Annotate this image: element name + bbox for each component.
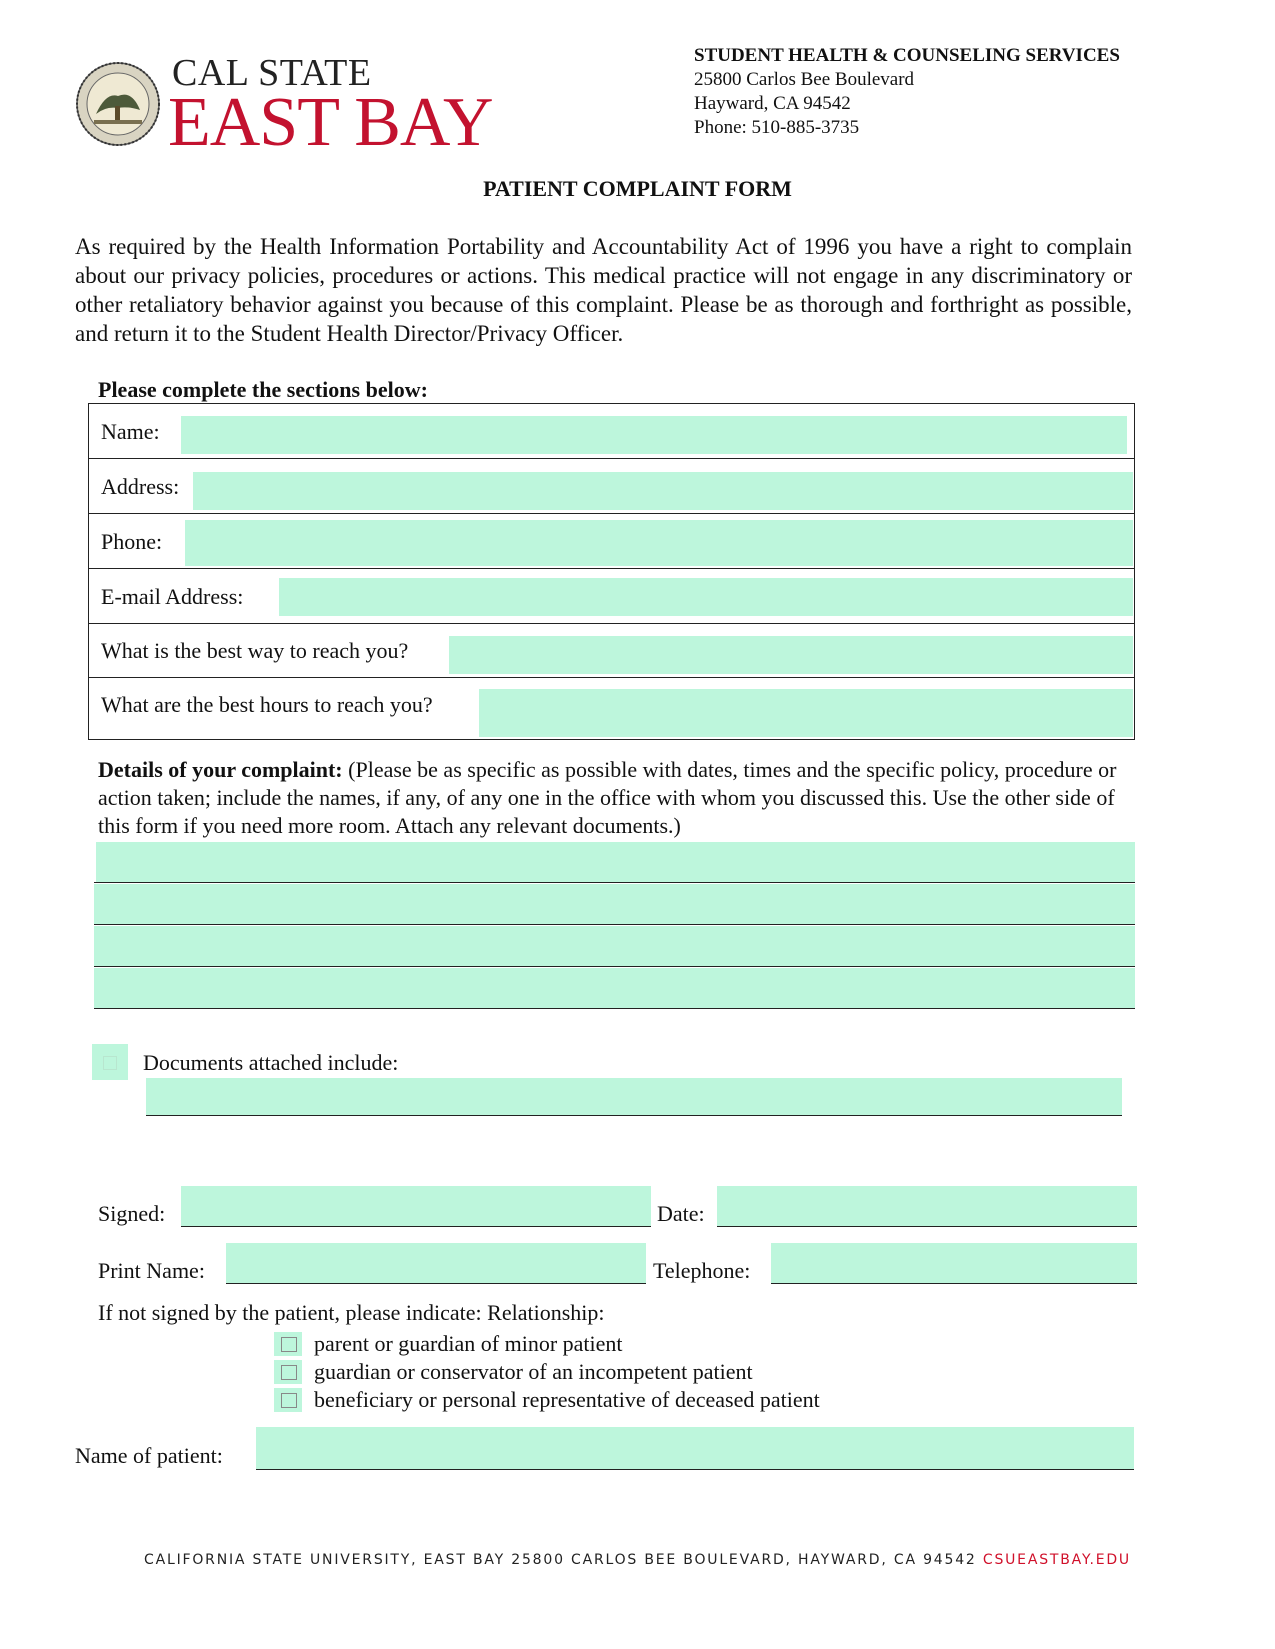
telephone-field[interactable] [771,1243,1137,1283]
footer-address: CALIFORNIA STATE UNIVERSITY, EAST BAY 25800 CARLOS BEE BOULEVARD, HAYWARD, CA 94542 [144,1552,983,1568]
contact-info-table [88,403,1135,740]
documents-attached-label: Documents attached include: [143,1050,399,1075]
date-field[interactable] [717,1186,1137,1226]
row-divider [89,677,1134,678]
row-divider [89,458,1134,459]
complaint-line-4[interactable] [94,968,1135,1008]
print-name-underline [226,1283,646,1284]
documents-field[interactable] [146,1078,1122,1115]
street-address: 25800 Carlos Bee Boulevard [694,69,915,90]
row-divider [89,623,1134,624]
name-field[interactable] [181,416,1127,454]
telephone-underline [771,1283,1137,1284]
checkbox-square-icon [281,1337,297,1352]
complaint-line-3[interactable] [94,926,1135,966]
name-label: Name: [101,419,160,444]
guardian-checkbox[interactable] [274,1360,302,1384]
best-way-label: What is the best way to reach you? [101,638,409,663]
telephone-label: Telephone: [653,1258,751,1283]
details-text: (Please be as specific as possible with dates, times and the specific policy, procedure or action taken; include the names, if any, of any one in the office with whom you discussed this. Use the other side of this form if you need more room. Attach any relevant documents.) [98,757,1117,838]
org-name: STUDENT HEALTH & COUNSELING SERVICES [694,45,1120,66]
complaint-underline [94,966,1135,967]
print-name-label: Print Name: [98,1258,205,1283]
complaint-underline [94,1008,1135,1009]
patient-name-underline [256,1469,1134,1470]
phone-field[interactable] [185,520,1133,566]
university-seal-logo [76,62,160,146]
email-label: E-mail Address: [101,584,244,609]
date-label: Date: [657,1201,705,1226]
address-field[interactable] [193,472,1133,510]
beneficiary-checkbox[interactable] [274,1388,302,1412]
checkbox-square-icon [103,1056,117,1070]
page-title: PATIENT COMPLAINT FORM [483,176,792,201]
logo-east-bay: EAST BAY [168,84,493,161]
address-label: Address: [101,474,180,499]
footer [0,1552,1275,1568]
complaint-line-1[interactable] [96,842,1135,882]
best-way-field[interactable] [449,636,1133,674]
section-heading: Please complete the sections below: [98,377,428,402]
complaint-underline [94,924,1135,925]
option-label: beneficiary or personal representative of deceased patient [314,1387,820,1412]
signature-field[interactable] [181,1186,651,1226]
intro-paragraph: As required by the Health Information Portability and Accountability Act of 1996 you have a right to complain about our privacy policies, procedures or actions. This medical practice will not engage in any discriminatory or other retaliatory behavior against you because of this complaint. Please be as thorough and forthright as possible, and return it to the Student Health Director/Privacy Officer. [75,234,1132,346]
signed-label: Signed: [98,1201,166,1226]
phone-label: Phone: [101,529,163,554]
best-hours-label: What are the best hours to reach you? [101,692,433,717]
print-name-field[interactable] [226,1243,646,1283]
phone-number: Phone: 510-885-3735 [694,117,860,138]
documents-attached-checkbox[interactable] [92,1044,128,1080]
complaint-underline [94,882,1135,883]
logo-cal-state: CAL STATE [172,52,372,94]
parent-checkbox[interactable] [274,1332,302,1356]
contact-address-block [694,44,1120,140]
footer-website-link[interactable]: CSUEASTBAY.EDU [982,1552,1131,1568]
documents-underline [146,1115,1122,1116]
checkbox-square-icon [281,1365,297,1380]
best-hours-field[interactable] [479,689,1133,737]
row-divider [89,513,1134,514]
email-field[interactable] [279,578,1133,616]
city-address: Hayward, CA 94542 [694,93,851,114]
option-label: parent or guardian of minor patient [314,1331,623,1356]
complaint-line-2[interactable] [94,884,1135,924]
complaint-details-instructions [98,756,1134,840]
signature-underline [181,1226,651,1227]
option-label: guardian or conservator of an incompetent patient [314,1359,753,1384]
relationship-prompt: If not signed by the patient, please indicate: Relationship: [98,1300,605,1325]
patient-name-label: Name of patient: [75,1443,223,1468]
patient-name-field[interactable] [256,1427,1134,1469]
row-divider [89,568,1134,569]
date-underline [717,1226,1137,1227]
details-heading: Details of your complaint: [98,757,343,782]
checkbox-square-icon [281,1393,297,1408]
